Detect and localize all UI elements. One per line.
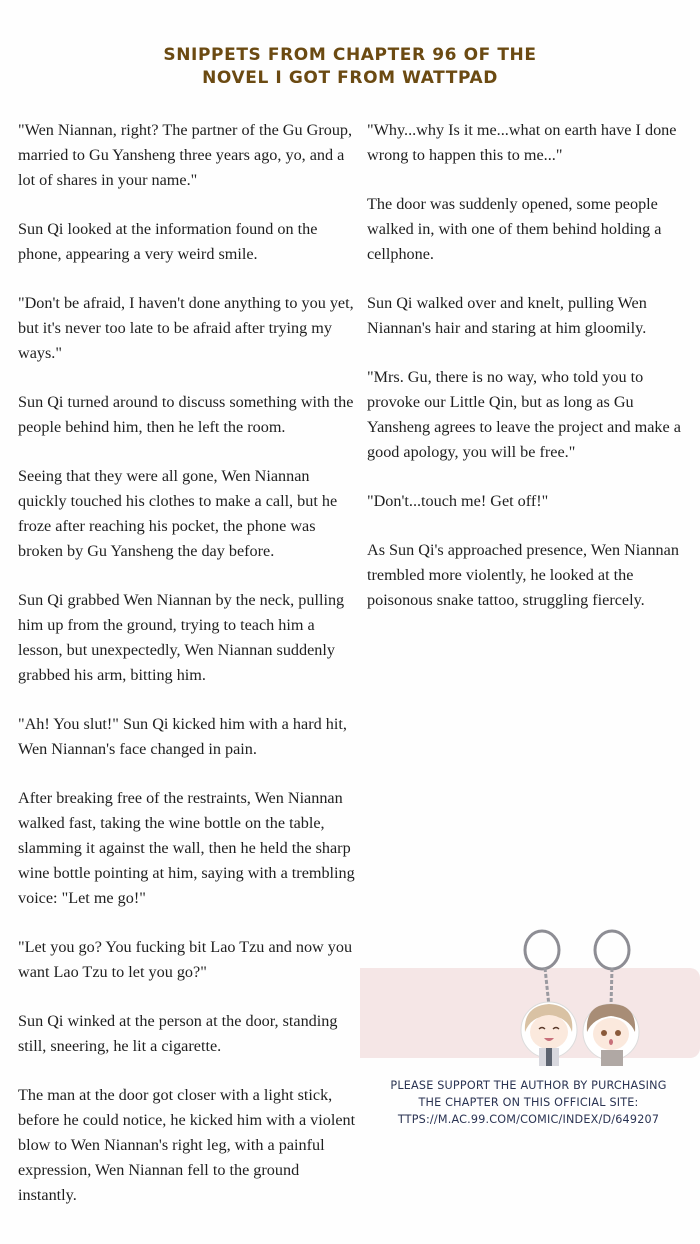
paragraph: "Let you go? You fucking bit Lao Tzu and now you want Lao Tzu to let you go?"	[18, 938, 353, 981]
paragraph: "Mrs. Gu, there is no way, who told you to provoke our Little Qin, but as long as Gu Yansheng agrees to leave the project and make a good apology, you will be free."	[367, 368, 681, 461]
paragraph: "Don't...touch me! Get off!"	[367, 492, 549, 510]
title-line-1: SNIPPETS FROM CHAPTER 96 OF THE	[163, 45, 537, 65]
left-text-column	[18, 118, 360, 1232]
paragraph: Sun Qi winked at the person at the door, standing still, sneering, he lit a cigarette.	[18, 1012, 338, 1055]
paragraph: Sun Qi turned around to discuss something with the people behind him, then he left the room.	[18, 393, 354, 436]
paragraph: After breaking free of the restraints, Wen Niannan walked fast, taking the wine bottle on the table, slamming it against the wall, then he held the sharp wine bottle pointing at him, saying with a trembling voice: "Let me go!"	[18, 789, 355, 907]
paragraph: "Wen Niannan, right? The partner of the Gu Group, married to Gu Yansheng three years ago, yo, and a lot of shares in your name."	[18, 121, 353, 189]
paragraph: Seeing that they were all gone, Wen Niannan quickly touched his clothes to make a call, but he froze after reaching his pocket, the phone was broken by Gu Yansheng the day before.	[18, 467, 338, 560]
paragraph: "Don't be afraid, I haven't done anything to you yet, but it's never too late to be afraid after trying my ways."	[18, 294, 354, 362]
paragraph: "Ah! You slut!" Sun Qi kicked him with a hard hit, Wen Niannan's face changed in pain.	[18, 715, 347, 758]
paragraph: Sun Qi grabbed Wen Niannan by the neck, pulling him up from the ground, trying to teach him a lesson, but unexpectedly, Wen Niannan suddenly grabbed his arm, bitting him.	[18, 591, 345, 684]
title-line-2: NOVEL I GOT FROM WATTPAD	[202, 68, 498, 88]
keychain-right	[583, 931, 639, 1066]
paragraph: The man at the door got closer with a light stick, before he could notice, he kicked him with a violent blow to Wen Niannan's right leg, with a painful expression, Wen Niannan fell to the ground instantly.	[18, 1086, 356, 1204]
official-site-link[interactable]: TTPS://M.AC.99.COM/COMIC/INDEX/D/649207	[397, 1113, 660, 1126]
support-author-notice	[357, 1077, 700, 1128]
paragraph: Sun Qi walked over and knelt, pulling Wen Niannan's hair and staring at him gloomily.	[367, 294, 647, 337]
right-text-column	[367, 118, 693, 637]
keychain-illustration	[505, 928, 655, 1068]
page-title	[0, 44, 700, 90]
paragraph: As Sun Qi's approached presence, Wen Niannan trembled more violently, he looked at the poisonous snake tattoo, struggling fiercely.	[367, 541, 679, 609]
notice-line-1: PLEASE SUPPORT THE AUTHOR BY PURCHASING	[390, 1079, 667, 1092]
keychain-left	[521, 931, 577, 1066]
paragraph: "Why...why Is it me...what on earth have I done wrong to happen this to me..."	[367, 121, 677, 164]
notice-line-2: THE CHAPTER ON THIS OFFICIAL SITE:	[418, 1096, 639, 1109]
paragraph: Sun Qi looked at the information found on the phone, appearing a very weird smile.	[18, 220, 318, 263]
paragraph: The door was suddenly opened, some people walked in, with one of them behind holding a cellphone.	[367, 195, 662, 263]
